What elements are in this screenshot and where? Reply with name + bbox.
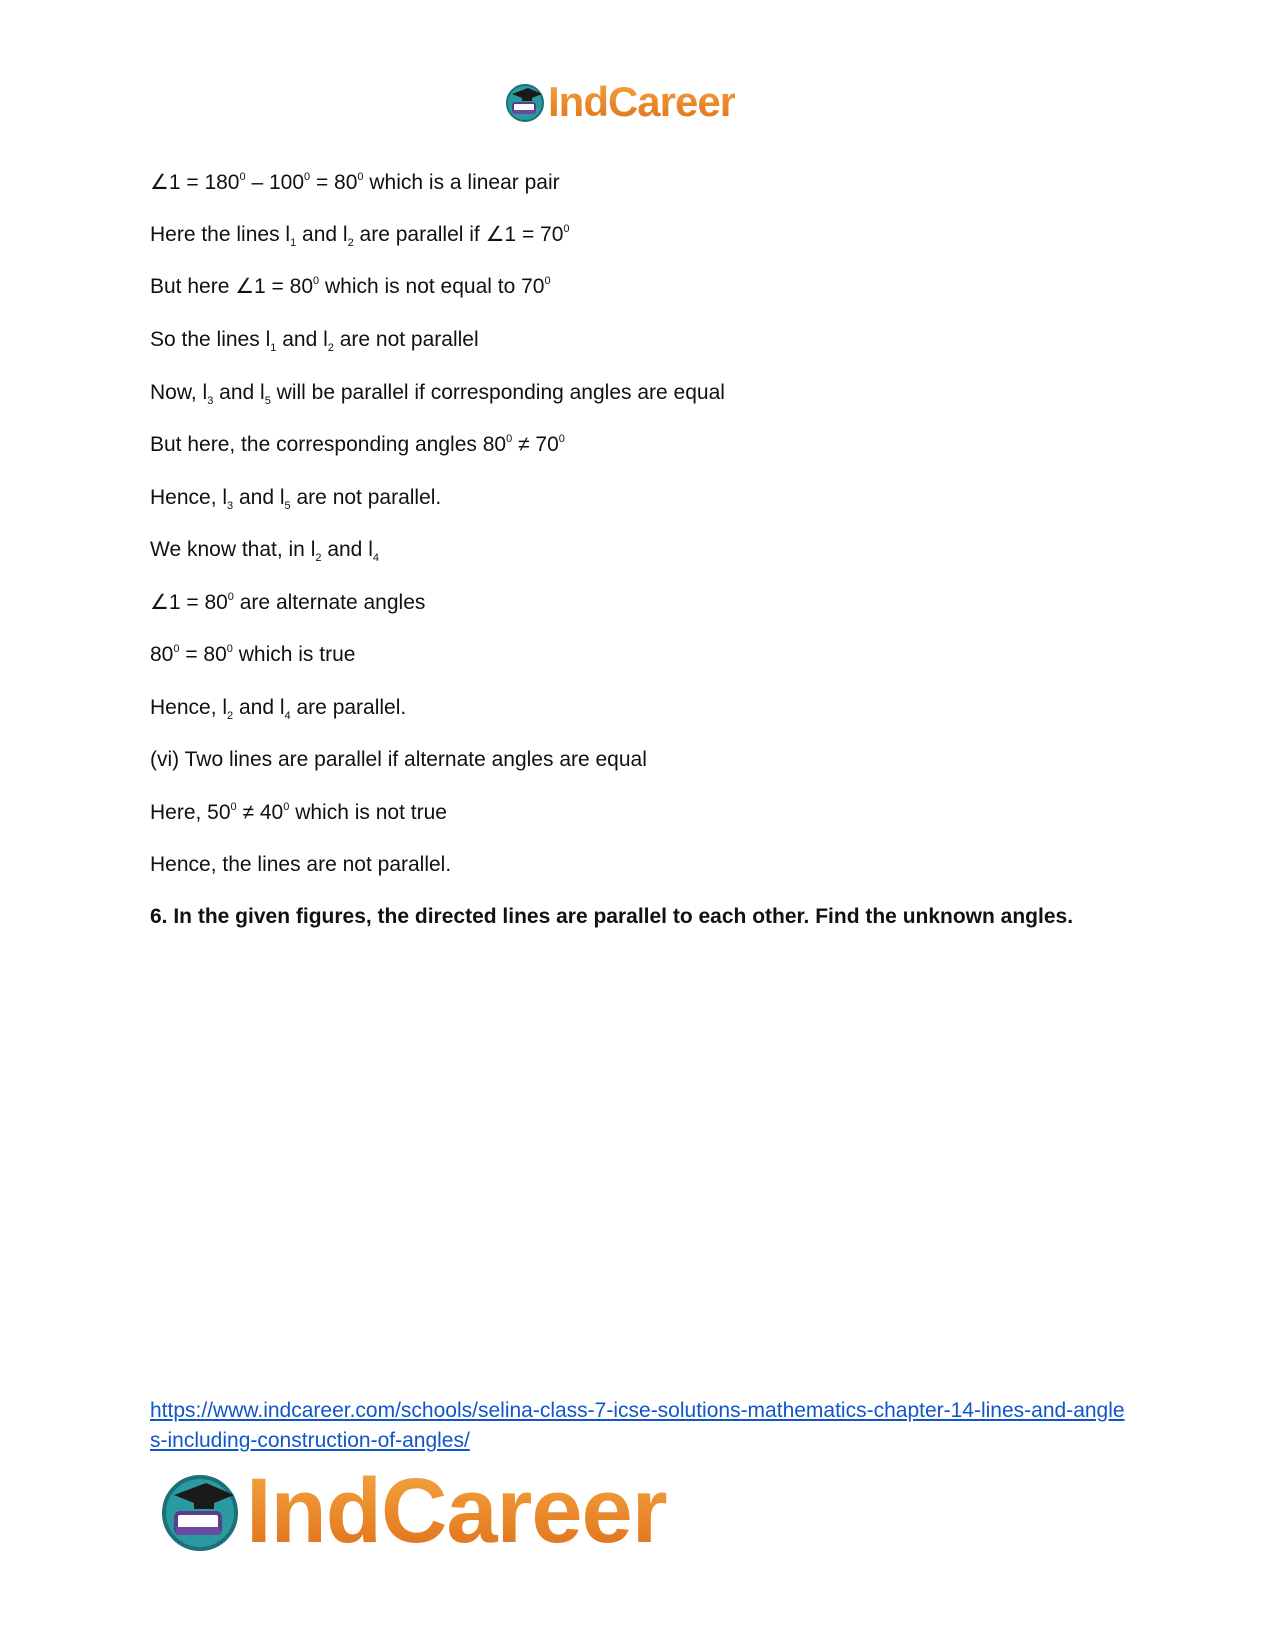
- text-line: ∠1 = $180^0 - 100^0 = 80^0$ which is a linear pair: [150, 171, 560, 194]
- text-line: Hence, the lines are not parallel.: [150, 853, 452, 876]
- graduation-cap-book-icon: [504, 81, 546, 123]
- brand-name: IndCareer: [548, 78, 736, 125]
- text-line: (vi) Two lines are parallel if alternate angles are equal: [150, 748, 647, 771]
- text-line: Now, $l_3$ and $l_5$ will be parallel if corresponding angles are equal: [150, 381, 725, 407]
- question-heading: 6. In the given figures, the directed lines are parallel to each other. Find the unknown angles.: [150, 905, 1074, 928]
- brand-name: IndCareer: [246, 1460, 667, 1562]
- text-line: But here ∠1 = $80^0$ which is not equal to $70^0$: [150, 275, 551, 298]
- graduation-cap-book-icon: [158, 1469, 242, 1553]
- text-line: Here, $50^0 \ne 40^0$ which is not true: [150, 801, 447, 824]
- footer-logo: [158, 1460, 667, 1562]
- text-line: Hence, $l_3$ and $l_5$ are not parallel.: [150, 486, 442, 512]
- source-link[interactable]: https://www.indcareer.com/schools/selina-class-7-icse-solutions-mathematics-chapter-14-lines-and-angles-including-construction-of-angles/: [150, 1399, 1125, 1452]
- text-line: Here the lines $l_1$ and $l_2$ are parallel if ∠1 = $70^0$: [150, 223, 570, 249]
- text-line: We know that, in $l_2$ and $l_4$: [150, 538, 379, 564]
- header-logo: [504, 78, 735, 126]
- text-line: ∠1 = $80^0$ are alternate angles: [150, 591, 426, 614]
- text-line: So the lines $l_1$ and $l_2$ are not parallel: [150, 328, 479, 354]
- text-line: $80^0 = 80^0$ which is true: [150, 643, 356, 666]
- text-line: But here, the corresponding angles $80^0 \ne 70^0$: [150, 433, 565, 456]
- text-line: Hence, $l_2$ and $l_4$ are parallel.: [150, 696, 407, 722]
